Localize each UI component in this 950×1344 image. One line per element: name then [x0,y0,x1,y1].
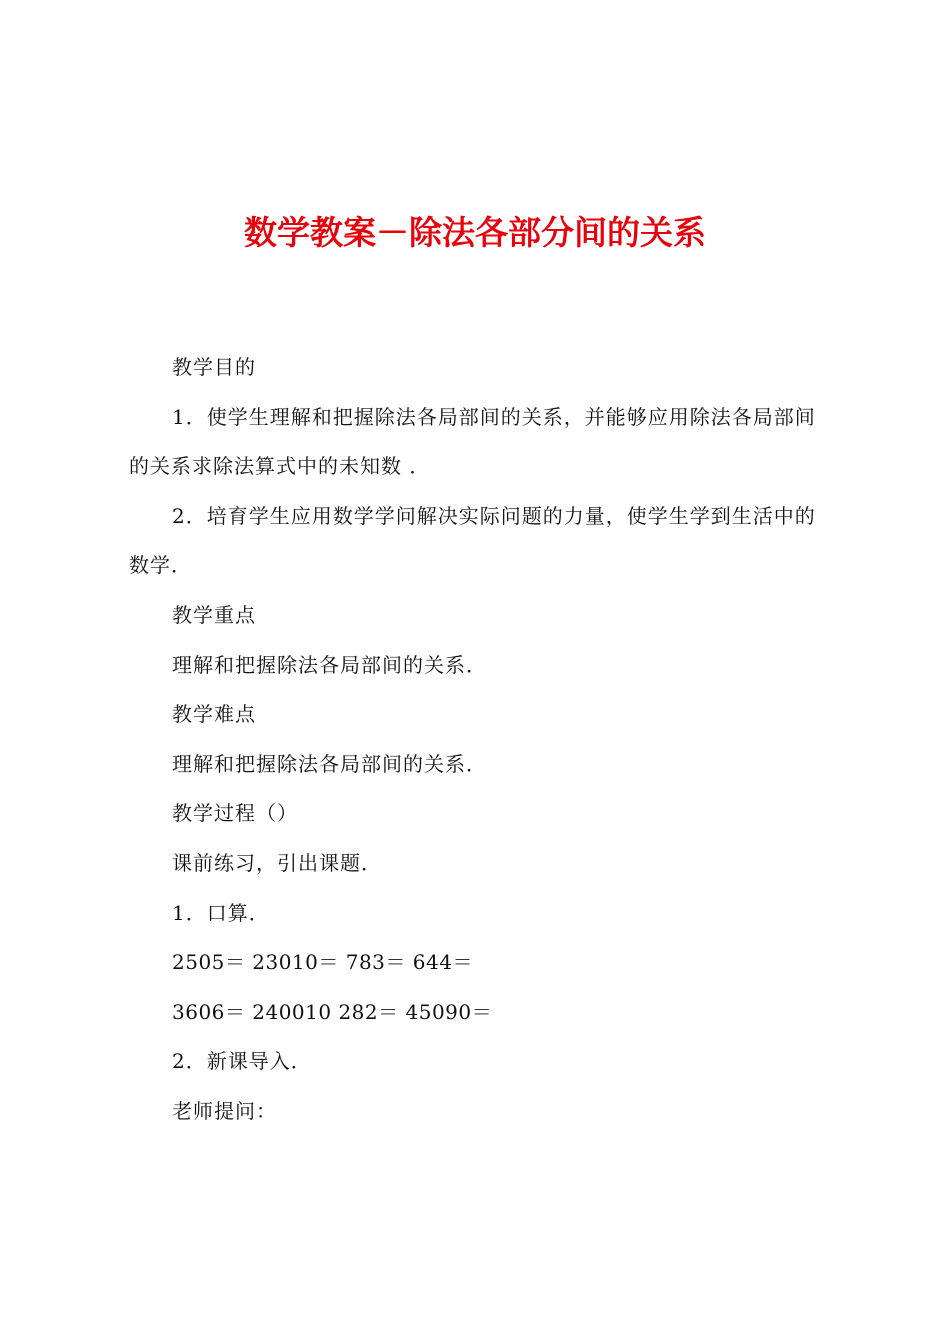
key-points-text: 理解和把握除法各局部间的关系． [172,652,487,677]
oral-calculation-row-2: 3606＝ 240010 282＝ 45090＝ [172,999,493,1024]
document-title: 数学教案－除法各部分间的关系 [244,213,706,252]
objective-item-1: 1．使学生理解和把握除法各局部间的关系，并能够应用除法各局部间的关系求除法算式中的未知数 ． [129,404,816,479]
document-body [129,343,834,1137]
new-lesson-intro: 2．新课导入． [172,1049,312,1074]
pre-class-exercise: 课前练习，引出课题． [172,850,382,875]
teacher-question: 老师提问： [172,1098,277,1123]
section-heading-process: 教学过程（） [172,801,298,826]
objective-item-2: 2．培育学生应用数学学问解决实际问题的力量，使学生学到生活中的数学． [129,503,816,578]
oral-calculation-row-1: 2505＝ 23010＝ 783＝ 644＝ [172,950,473,975]
difficulties-text: 理解和把握除法各局部间的关系． [172,751,487,776]
oral-calculation-heading: 1．口算． [172,900,270,925]
section-heading-objectives: 教学目的 [172,355,256,379]
section-heading-difficulties: 教学难点 [172,702,256,727]
section-heading-key-points: 教学重点 [172,602,256,627]
